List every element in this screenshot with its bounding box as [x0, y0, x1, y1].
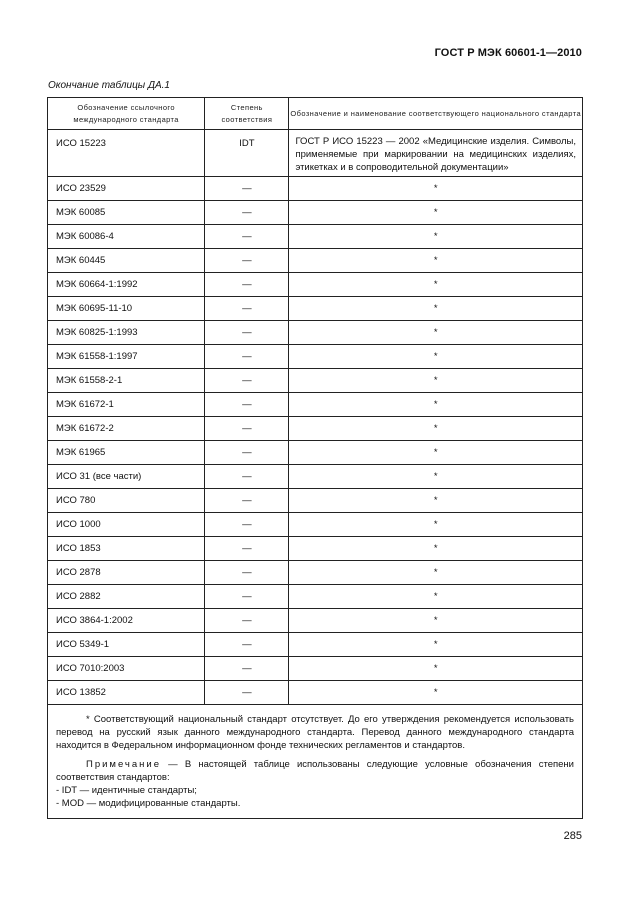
cell-reference: ИСО 7010:2003 [48, 657, 205, 681]
table-row [48, 417, 583, 441]
footnote-cell [48, 705, 583, 819]
cell-reference: МЭК 60086-4 [48, 225, 205, 249]
table-row [48, 465, 583, 489]
cell-national: * [289, 513, 583, 537]
table-row [48, 273, 583, 297]
table-row [48, 225, 583, 249]
table-row [48, 489, 583, 513]
cell-degree: — [205, 417, 289, 441]
cell-reference: ИСО 780 [48, 489, 205, 513]
note-item: - IDT — идентичные стандарты; [56, 785, 197, 796]
cell-reference: МЭК 61558-1:1997 [48, 345, 205, 369]
cell-national: * [289, 177, 583, 201]
cell-reference: МЭК 60085 [48, 201, 205, 225]
cell-degree: — [205, 633, 289, 657]
cell-reference: ИСО 5349-1 [48, 633, 205, 657]
note-paragraph [56, 758, 574, 784]
cell-reference: ИСО 13852 [48, 681, 205, 705]
cell-degree: — [205, 297, 289, 321]
cell-national: * [289, 561, 583, 585]
cell-national: * [289, 369, 583, 393]
note-text: — В настоящей таблице использованы следующие условные обозначения степени соответствия стандартов: [56, 759, 574, 783]
table-header-row [48, 98, 583, 130]
table-row [48, 441, 583, 465]
cell-degree: — [205, 585, 289, 609]
table-row [48, 609, 583, 633]
cell-reference: ИСО 1853 [48, 537, 205, 561]
table-row [48, 321, 583, 345]
cell-degree: — [205, 249, 289, 273]
table-row [48, 345, 583, 369]
cell-degree: — [205, 321, 289, 345]
correspondence-table [47, 97, 583, 819]
cell-degree: — [205, 513, 289, 537]
cell-reference: МЭК 60664-1:1992 [48, 273, 205, 297]
cell-national: * [289, 297, 583, 321]
note-label: Примечание [86, 759, 161, 770]
cell-reference: ИСО 23529 [48, 177, 205, 201]
cell-reference: ИСО 2878 [48, 561, 205, 585]
column-header-national: Обозначение и наименование соответствующего национального стандарта [289, 98, 583, 130]
cell-degree: — [205, 609, 289, 633]
cell-national: * [289, 417, 583, 441]
cell-national: * [289, 225, 583, 249]
cell-degree: IDT [205, 130, 289, 177]
cell-degree: — [205, 369, 289, 393]
cell-national: ГОСТ Р ИСО 15223 — 2002 «Медицинские изделия. Символы, применяемые при маркировании на медицинских изделиях, этикетках и в сопроводительной документации» [289, 130, 583, 177]
cell-reference: МЭК 60695-11-10 [48, 297, 205, 321]
cell-degree: — [205, 225, 289, 249]
cell-national: * [289, 465, 583, 489]
table-row [48, 249, 583, 273]
cell-national: * [289, 489, 583, 513]
cell-degree: — [205, 657, 289, 681]
table-row [48, 633, 583, 657]
cell-national: * [289, 609, 583, 633]
cell-national: * [289, 657, 583, 681]
cell-degree: — [205, 441, 289, 465]
table-row [48, 513, 583, 537]
column-header-degree: Степень соответствия [205, 98, 289, 130]
cell-national: * [289, 441, 583, 465]
cell-degree: — [205, 489, 289, 513]
cell-national: * [289, 633, 583, 657]
table-row [48, 201, 583, 225]
cell-reference: ИСО 31 (все части) [48, 465, 205, 489]
cell-national: * [289, 585, 583, 609]
cell-national: * [289, 393, 583, 417]
cell-national: * [289, 345, 583, 369]
page-number: 285 [563, 830, 582, 842]
cell-reference: ИСО 2882 [48, 585, 205, 609]
footnote-text: * Соответствующий национальный стандарт отсутствует. До его утверждения рекомендуется использовать перевод на русский язык данного международного стандарта. Перевод данного международного стандарта находится в Федеральном информационном фонде технических регламентов и стандартов. [56, 714, 574, 751]
document-header: ГОСТ Р МЭК 60601-1—2010 [434, 47, 582, 59]
table-footnote-row [48, 705, 583, 819]
cell-degree: — [205, 393, 289, 417]
cell-reference: МЭК 61558-2-1 [48, 369, 205, 393]
cell-degree: — [205, 201, 289, 225]
cell-national: * [289, 249, 583, 273]
cell-reference: МЭК 61672-1 [48, 393, 205, 417]
cell-national: * [289, 273, 583, 297]
table-row [48, 681, 583, 705]
table-row [48, 393, 583, 417]
cell-degree: — [205, 537, 289, 561]
cell-national: * [289, 201, 583, 225]
cell-reference: ИСО 3864-1:2002 [48, 609, 205, 633]
table-row [48, 537, 583, 561]
column-header-reference: Обозначение ссылочного международного стандарта [48, 98, 205, 130]
cell-national: * [289, 537, 583, 561]
note-item: - MOD — модифицированные стандарты. [56, 798, 241, 809]
cell-degree: — [205, 561, 289, 585]
table-row [48, 369, 583, 393]
cell-degree: — [205, 465, 289, 489]
cell-reference: МЭК 61965 [48, 441, 205, 465]
table-row [48, 177, 583, 201]
table-row [48, 585, 583, 609]
cell-national: * [289, 681, 583, 705]
table-row [48, 657, 583, 681]
cell-degree: — [205, 273, 289, 297]
table-caption: Окончание таблицы ДА.1 [48, 80, 170, 91]
cell-reference: МЭК 60825-1:1993 [48, 321, 205, 345]
table-row [48, 561, 583, 585]
cell-reference: ИСО 15223 [48, 130, 205, 177]
table-row [48, 130, 583, 177]
cell-degree: — [205, 177, 289, 201]
cell-degree: — [205, 345, 289, 369]
cell-degree: — [205, 681, 289, 705]
cell-national: * [289, 321, 583, 345]
cell-reference: МЭК 60445 [48, 249, 205, 273]
table-row [48, 297, 583, 321]
cell-reference: ИСО 1000 [48, 513, 205, 537]
cell-reference: МЭК 61672-2 [48, 417, 205, 441]
